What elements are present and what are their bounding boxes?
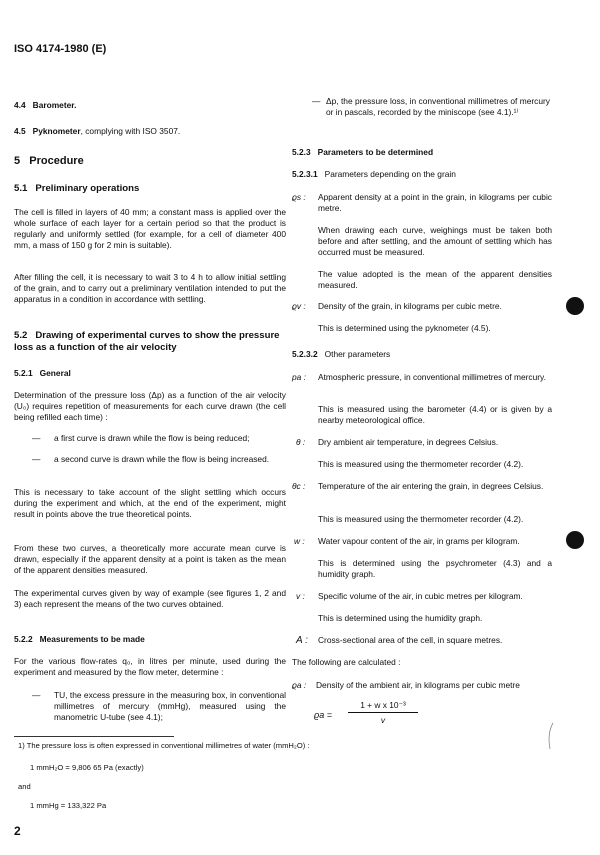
formula-numerator: 1 + w x 10⁻³	[360, 700, 406, 710]
section-5-2-3-1-heading	[292, 169, 456, 180]
param-symbol: ϱa :	[292, 680, 307, 690]
dash-item-second-curve	[32, 454, 286, 465]
paragraph-determination: Determination of the pressure loss (Δp) as a function of the air velocity (U₀) requires repetition of measurements for each curve drawn (the cell being refilled each time) :	[14, 390, 286, 422]
section-number: 5.1	[14, 183, 28, 194]
paragraph-settling: After filling the cell, it is necessary to wait 3 to 4 h to allow initial settling of the grain, and to carry out a preliminary ventilation intended to put the apparatus in a condition in accordance with settling.	[14, 272, 286, 304]
paragraph-flow-rates: For the various flow-rates q₀, in litres per minute, used during the experiment and measured by the flow meter, determine :	[14, 656, 286, 677]
dash-item-tu	[32, 690, 286, 723]
section-title: Other parameters	[324, 349, 391, 359]
param-definition: Atmospheric pressure, in conventional millimetres of mercury.	[318, 372, 546, 382]
footnote-text: 1) The pressure loss is often expressed in conventional millimetres of water (mmH₂O) :	[18, 741, 310, 750]
param-definition: Temperature of the air entering the grain, in degrees Celsius.	[318, 481, 544, 491]
dash-text: TU, the excess pressure in the measuring box, in conventional millimetres of mercury (mmHg), measured using the manometric U-tube (see 4.1);	[54, 690, 286, 722]
section-title: Parameters to be determined	[317, 147, 434, 157]
param-note: This is determined using the humidity graph.	[318, 613, 483, 623]
calculated-intro: The following are calculated :	[292, 657, 401, 667]
param-definition: Density of the ambient air, in kilograms per cubic metre	[316, 680, 520, 690]
footnote-rule	[14, 736, 174, 737]
section-5-1-heading	[14, 183, 139, 195]
param-note: This is determined using the pyknometer (4.5).	[318, 323, 491, 333]
section-title: Measurements to be made	[39, 634, 145, 644]
fraction-bar	[348, 712, 418, 713]
section-text: , complying with ISO 3507.	[80, 126, 181, 136]
section-number: 5.2.3.2	[292, 349, 318, 359]
param-symbol: θ :	[296, 437, 306, 447]
param-note: The value adopted is the mean of the apparent densities measured.	[318, 269, 552, 290]
section-5-2-heading	[14, 330, 286, 354]
dash-mark: —	[32, 454, 41, 464]
formula-lhs: ϱa =	[314, 710, 332, 720]
param-symbol: ϱv :	[292, 301, 306, 311]
section-title: Pyknometer	[32, 126, 81, 136]
section-4-4	[14, 100, 76, 111]
section-5-2-3-2-heading	[292, 349, 390, 360]
param-symbol: A :	[296, 635, 308, 646]
section-number: 5.2.1	[14, 368, 33, 378]
dash-mark: —	[312, 96, 321, 106]
dash-text: Δp, the pressure loss, in conventional millimetres of mercury or in pascals, recorded by the miniscope (see 4.1).¹⁾	[326, 96, 550, 117]
dash-item-pressure-loss	[312, 96, 550, 118]
dash-mark: —	[32, 690, 41, 700]
section-number: 5.2.2	[14, 634, 33, 644]
binder-hole-mark	[566, 297, 584, 315]
section-number: 5.2.3	[292, 147, 311, 157]
param-note: This is determined using the psychrometer (4.3) and a humidity graph.	[318, 558, 552, 579]
paragraph-slight-settling: This is necessary to take account of the slight settling which occurs during the experiment and which, at the end of the experiment, might result in points above the true theoretical points.	[14, 487, 286, 519]
section-title: General	[39, 368, 71, 378]
param-symbol: ϱs :	[292, 192, 306, 202]
param-note: This is measured using the thermometer recorder (4.2).	[318, 459, 524, 469]
param-definition: Density of the grain, in kilograms per cubic metre.	[318, 301, 502, 311]
section-number: 4.5	[14, 126, 26, 136]
section-number: 5.2.3.1	[292, 169, 318, 179]
section-number: 5.2	[14, 330, 28, 341]
section-title: Preliminary operations	[35, 183, 140, 194]
param-note: This is measured using the barometer (4.4) or is given by a nearby meteorological office.	[318, 404, 552, 425]
param-note: This is measured using the thermometer recorder (4.2).	[318, 514, 524, 524]
formula-denominator: v	[380, 715, 386, 725]
footnote-equation: 1 mmHg = 133,322 Pa	[30, 801, 107, 810]
param-symbol: pa :	[292, 372, 306, 382]
scribble-mark	[544, 722, 556, 750]
param-definition: Apparent density at a point in the grain, in kilograms per cubic metre.	[318, 192, 552, 213]
section-4-5	[14, 126, 180, 137]
param-note: When drawing each curve, weighings must be taken both before and after settling, and the amount of settling which has occurred must be measured.	[318, 225, 552, 257]
footnote-equation: 1 mmH₂O = 9,806 65 Pa (exactly)	[30, 763, 144, 772]
dash-text: a second curve is drawn while the flow is being increased.	[54, 454, 270, 464]
param-symbol: w :	[294, 536, 305, 546]
param-definition: Specific volume of the air, in cubic metres per kilogram.	[318, 591, 523, 601]
page-number: 2	[14, 824, 21, 838]
section-number: 4.4	[14, 100, 26, 110]
section-title: Barometer.	[32, 100, 77, 110]
dash-mark: —	[32, 433, 41, 443]
section-title: Drawing of experimental curves to show the pressure loss as a function of the air velocity	[14, 330, 280, 353]
section-number: 5	[14, 155, 21, 167]
param-definition: Water vapour content of the air, in grams per kilogram.	[318, 536, 520, 546]
section-5-heading	[14, 156, 84, 167]
dash-item-first-curve	[32, 433, 286, 444]
param-symbol: θc :	[292, 481, 306, 491]
param-definition: Dry ambient air temperature, in degrees Celsius.	[318, 437, 499, 447]
paragraph-filling: The cell is filled in layers of 40 mm; a constant mass is applied over the whole surface of each layer for a certain period so that the product is regularly and uniformly settled (for example, for a cell of diameter 400 mm, a mass of 150 g for 2 min is suitable).	[14, 207, 286, 250]
param-definition: Cross-sectional area of the cell, in square metres.	[318, 635, 503, 645]
dash-text: a first curve is drawn while the flow is being reduced;	[54, 433, 250, 443]
standard-reference: ISO 4174-1980 (E)	[14, 43, 107, 55]
footnote-conjunction: and	[18, 782, 31, 791]
section-title: Parameters depending on the grain	[324, 169, 456, 179]
section-title: Procedure	[29, 155, 84, 167]
paragraph-experimental-curves: The experimental curves given by way of example (see figures 1, 2 and 3) each represent the means of the two curves obtained.	[14, 588, 286, 609]
section-5-2-1-heading	[14, 368, 71, 379]
paragraph-mean-curve: From these two curves, a theoretically more accurate mean curve is drawn, especially if the apparent density at a point is taken as the mean of the apparent densities measured.	[14, 543, 286, 575]
param-symbol: v :	[296, 591, 305, 601]
section-5-2-3-heading	[292, 147, 433, 158]
binder-hole-mark	[566, 531, 584, 549]
section-5-2-2-heading	[14, 634, 145, 645]
